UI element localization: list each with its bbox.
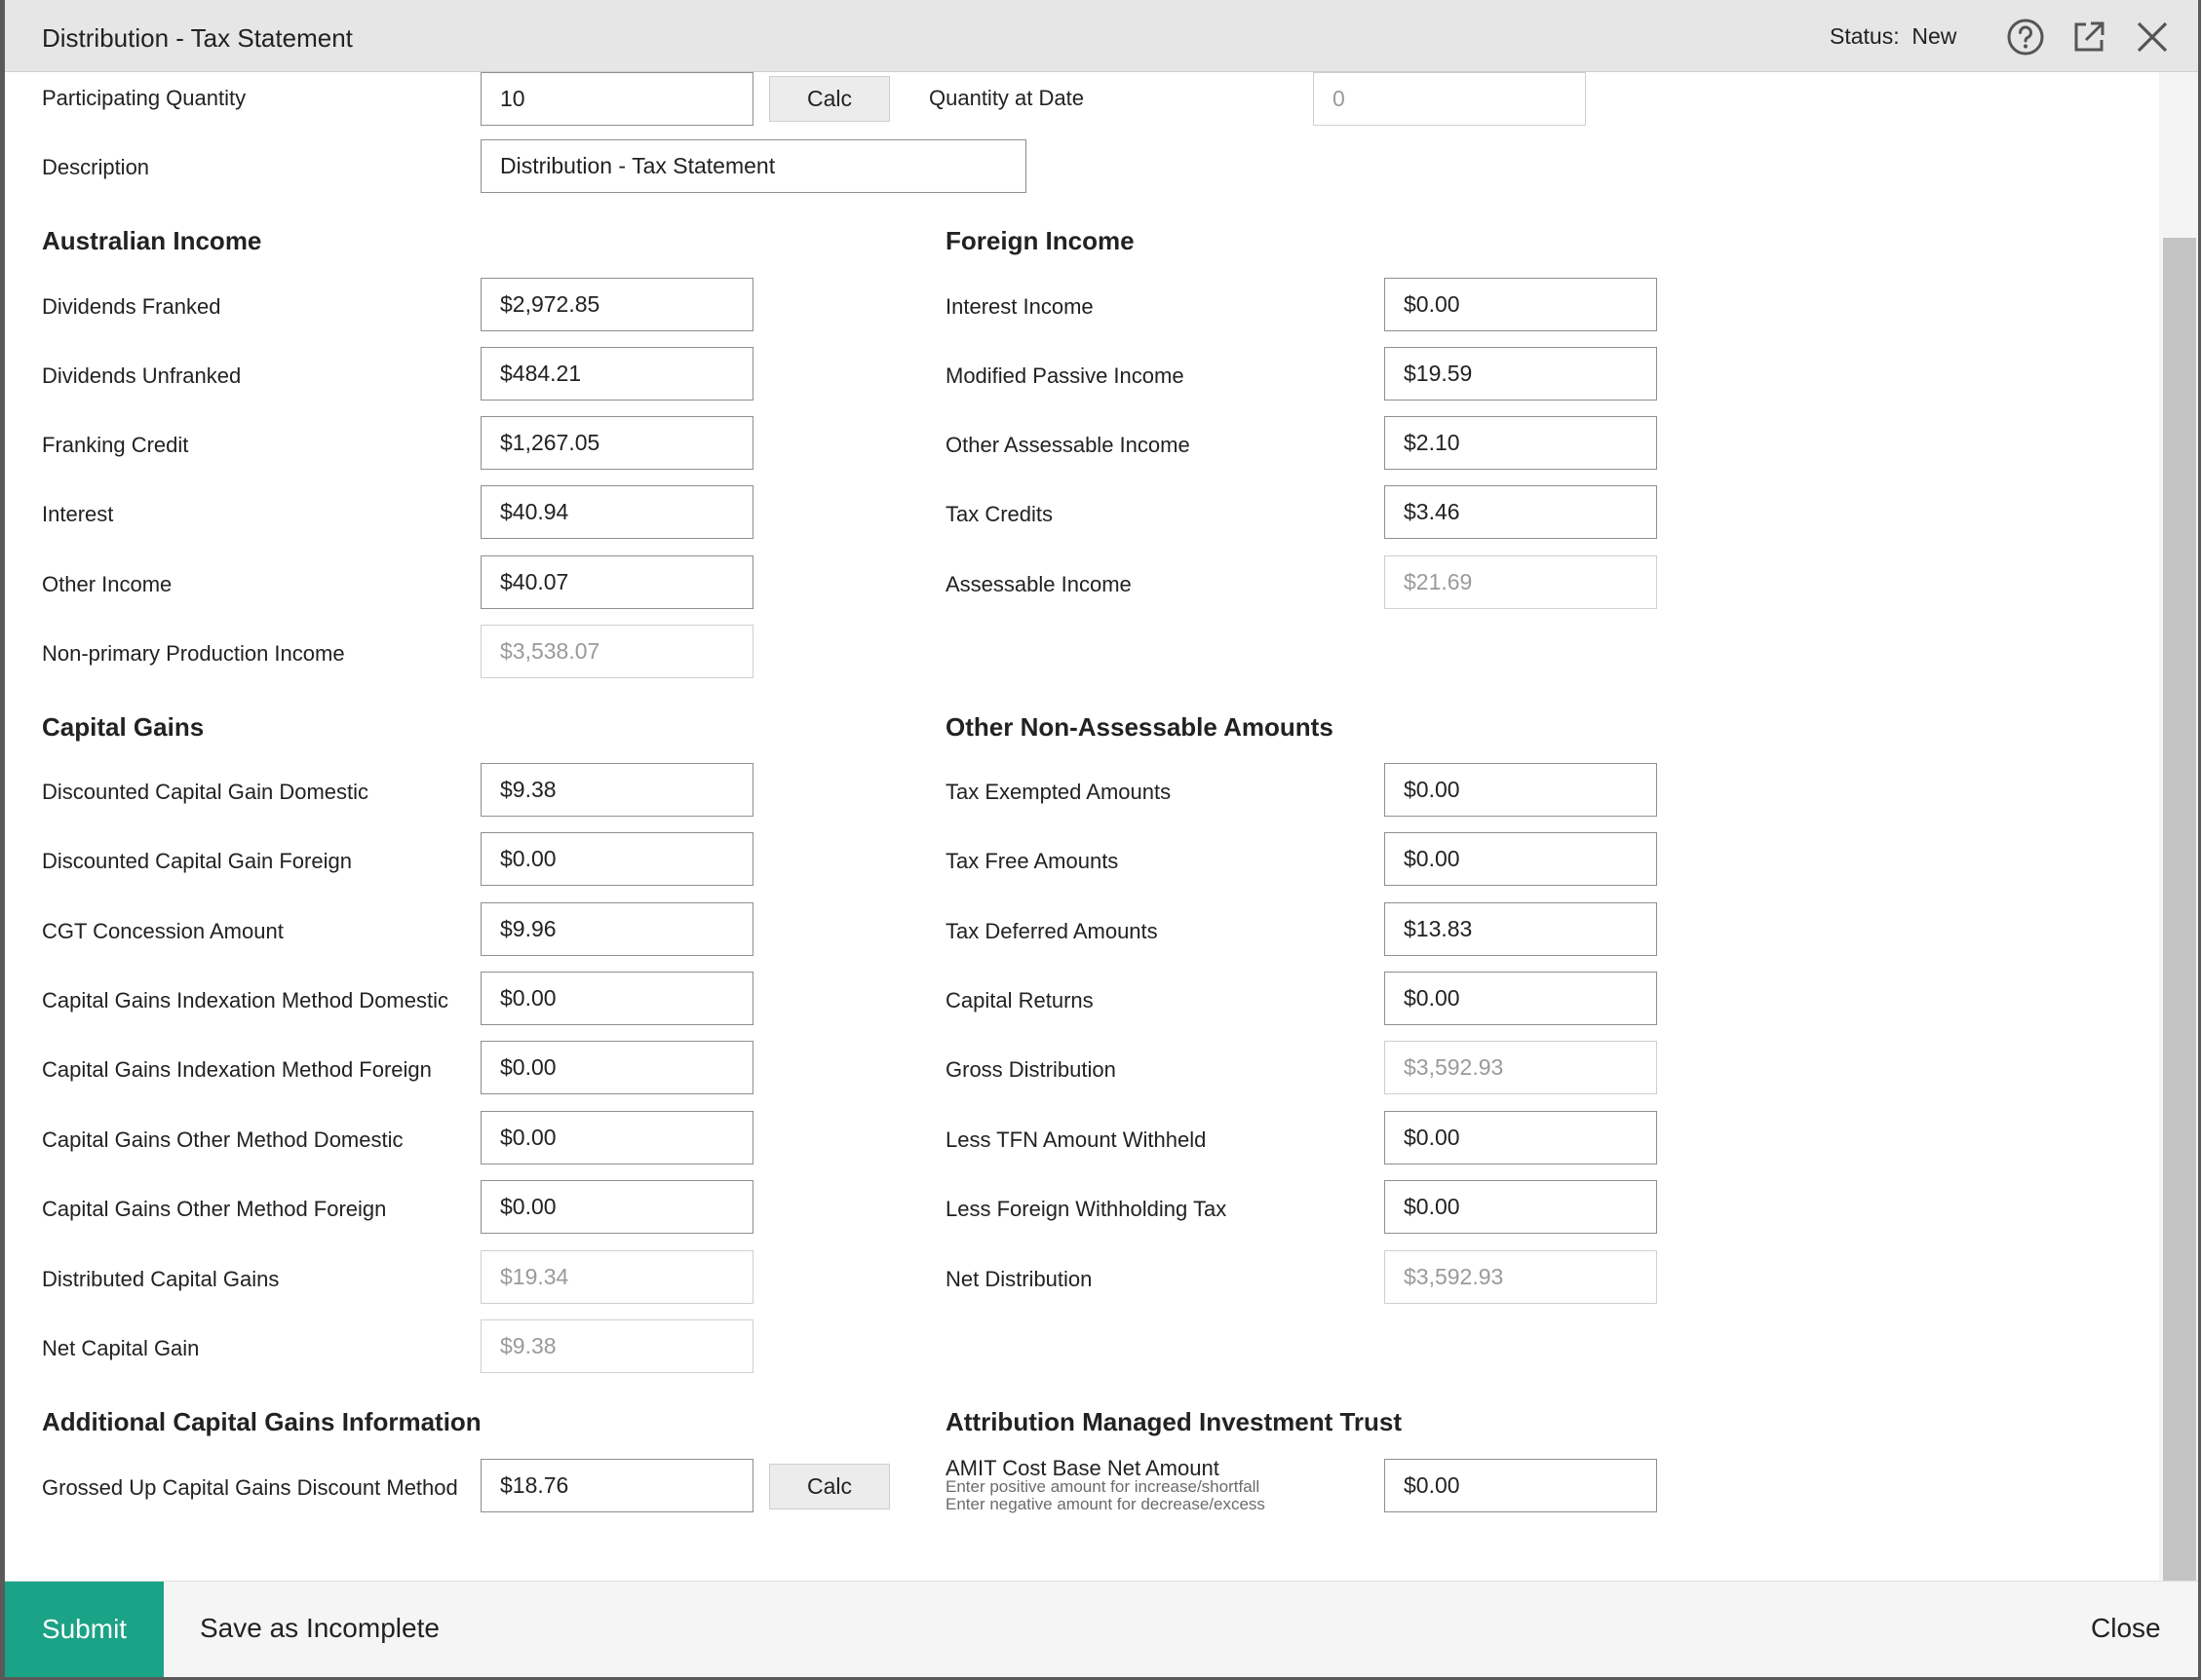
scrollbar-thumb[interactable]: [2163, 238, 2196, 1581]
cg-other-domestic-label: Capital Gains Other Method Domestic: [42, 1127, 404, 1152]
less-tfn-withheld-label: Less TFN Amount Withheld: [946, 1127, 1207, 1152]
amit-cost-base-label: AMIT Cost Base Net Amount: [946, 1456, 1219, 1480]
open-external-icon[interactable]: [2069, 18, 2108, 57]
tax-credits-label: Tax Credits: [946, 502, 1054, 526]
net-capital-gain-label: Net Capital Gain: [42, 1336, 200, 1360]
participating-quantity-calc-button[interactable]: Calc: [769, 76, 890, 122]
net-distribution-label: Net Distribution: [946, 1267, 1093, 1291]
other-income-label: Other Income: [42, 572, 173, 596]
distributed-capital-gains-field: $19.34: [481, 1250, 753, 1304]
assessable-income-field: $21.69: [1384, 555, 1657, 609]
discounted-cg-domestic-input[interactable]: $9.38: [481, 763, 753, 817]
amit-heading: Attribution Managed Investment Trust: [946, 1407, 1403, 1436]
other-assessable-income-input[interactable]: $2.10: [1384, 416, 1657, 470]
other-income-input[interactable]: $40.07: [481, 555, 753, 609]
tax-free-amounts-input[interactable]: $0.00: [1384, 832, 1657, 886]
tax-credits-input[interactable]: $3.46: [1384, 485, 1657, 539]
amit-hint-positive: Enter positive amount for increase/shortfall: [946, 1477, 1260, 1496]
interest-input[interactable]: $40.94: [481, 485, 753, 539]
amit-hint-negative: Enter negative amount for decrease/excess: [946, 1495, 1265, 1513]
modified-passive-income-label: Modified Passive Income: [946, 363, 1184, 388]
gross-distribution-field: $3,592.93: [1384, 1041, 1657, 1094]
assessable-income-label: Assessable Income: [946, 572, 1132, 596]
capital-returns-label: Capital Returns: [946, 988, 1094, 1012]
non-primary-production-income-label: Non-primary Production Income: [42, 641, 345, 666]
net-capital-gain-field: $9.38: [481, 1319, 753, 1373]
capital-returns-input[interactable]: $0.00: [1384, 972, 1657, 1025]
save-as-incomplete-button[interactable]: Save as Incomplete: [200, 1613, 440, 1643]
form-body[interactable]: [5, 72, 2159, 1581]
dialog-header: [5, 0, 2198, 72]
close-icon[interactable]: [2133, 18, 2172, 57]
participating-quantity-label: Participating Quantity: [42, 86, 247, 110]
discounted-cg-foreign-label: Discounted Capital Gain Foreign: [42, 849, 352, 873]
quantity-at-date-input[interactable]: 0: [1313, 72, 1586, 126]
gross-distribution-label: Gross Distribution: [946, 1057, 1116, 1082]
status-value: New: [1911, 23, 1957, 49]
dividends-unfranked-input[interactable]: $484.21: [481, 347, 753, 401]
cg-indexation-foreign-input[interactable]: $0.00: [481, 1041, 753, 1094]
description-label: Description: [42, 155, 150, 179]
cgt-concession-amount-label: CGT Concession Amount: [42, 919, 284, 943]
non-primary-production-income-field: $3,538.07: [481, 625, 753, 678]
distributed-capital-gains-label: Distributed Capital Gains: [42, 1267, 280, 1291]
other-non-assessable-heading: Other Non-Assessable Amounts: [946, 712, 1333, 742]
other-assessable-income-label: Other Assessable Income: [946, 433, 1190, 457]
interest-income-input[interactable]: $0.00: [1384, 278, 1657, 331]
additional-cg-heading: Additional Capital Gains Information: [42, 1407, 482, 1436]
foreign-income-heading: Foreign Income: [946, 226, 1135, 255]
quantity-at-date-label: Quantity at Date: [929, 86, 1084, 110]
interest-label: Interest: [42, 502, 114, 526]
close-button[interactable]: Close: [2091, 1613, 2161, 1643]
dividends-unfranked-label: Dividends Unfranked: [42, 363, 242, 388]
discounted-cg-foreign-input[interactable]: $0.00: [481, 832, 753, 886]
status-label: Status:: [1830, 23, 1900, 49]
participating-quantity-input[interactable]: 10: [481, 72, 753, 126]
less-foreign-withholding-tax-label: Less Foreign Withholding Tax: [946, 1197, 1227, 1221]
amit-cost-base-input[interactable]: $0.00: [1384, 1459, 1657, 1512]
tax-exempted-amounts-input[interactable]: $0.00: [1384, 763, 1657, 817]
grossed-up-cg-label: Grossed Up Capital Gains Discount Method: [42, 1475, 458, 1500]
interest-income-label: Interest Income: [946, 294, 1094, 319]
cg-other-foreign-label: Capital Gains Other Method Foreign: [42, 1197, 387, 1221]
tax-deferred-amounts-input[interactable]: $13.83: [1384, 902, 1657, 956]
tax-exempted-amounts-label: Tax Exempted Amounts: [946, 780, 1172, 804]
tax-free-amounts-label: Tax Free Amounts: [946, 849, 1119, 873]
grossed-up-cg-calc-button[interactable]: Calc: [769, 1464, 890, 1509]
modified-passive-income-input[interactable]: $19.59: [1384, 347, 1657, 401]
franking-credit-input[interactable]: $1,267.05: [481, 416, 753, 470]
less-foreign-withholding-tax-input[interactable]: $0.00: [1384, 1180, 1657, 1234]
discounted-cg-domestic-label: Discounted Capital Gain Domestic: [42, 780, 369, 804]
submit-button[interactable]: Submit: [5, 1582, 164, 1677]
cg-other-domestic-input[interactable]: $0.00: [481, 1111, 753, 1165]
tax-deferred-amounts-label: Tax Deferred Amounts: [946, 919, 1158, 943]
tax-statement-dialog: [5, 0, 2198, 1676]
cg-indexation-foreign-label: Capital Gains Indexation Method Foreign: [42, 1057, 432, 1082]
cg-indexation-domestic-label: Capital Gains Indexation Method Domestic: [42, 988, 448, 1012]
cg-other-foreign-input[interactable]: $0.00: [481, 1180, 753, 1234]
dialog-footer: [5, 1581, 2198, 1677]
grossed-up-cg-input[interactable]: $18.76: [481, 1459, 753, 1512]
status-indicator: [1830, 23, 1956, 50]
vertical-scrollbar[interactable]: [2159, 72, 2198, 1581]
help-icon[interactable]: [2006, 18, 2045, 57]
franking-credit-label: Franking Credit: [42, 433, 189, 457]
australian-income-heading: Australian Income: [42, 226, 262, 255]
less-tfn-withheld-input[interactable]: $0.00: [1384, 1111, 1657, 1165]
capital-gains-heading: Capital Gains: [42, 712, 205, 742]
net-distribution-field: $3,592.93: [1384, 1250, 1657, 1304]
dividends-franked-label: Dividends Franked: [42, 294, 221, 319]
cgt-concession-amount-input[interactable]: $9.96: [481, 902, 753, 956]
dialog-title: Distribution - Tax Statement: [42, 23, 353, 53]
cg-indexation-domestic-input[interactable]: $0.00: [481, 972, 753, 1025]
description-input[interactable]: Distribution - Tax Statement: [481, 139, 1026, 193]
dividends-franked-input[interactable]: $2,972.85: [481, 278, 753, 331]
